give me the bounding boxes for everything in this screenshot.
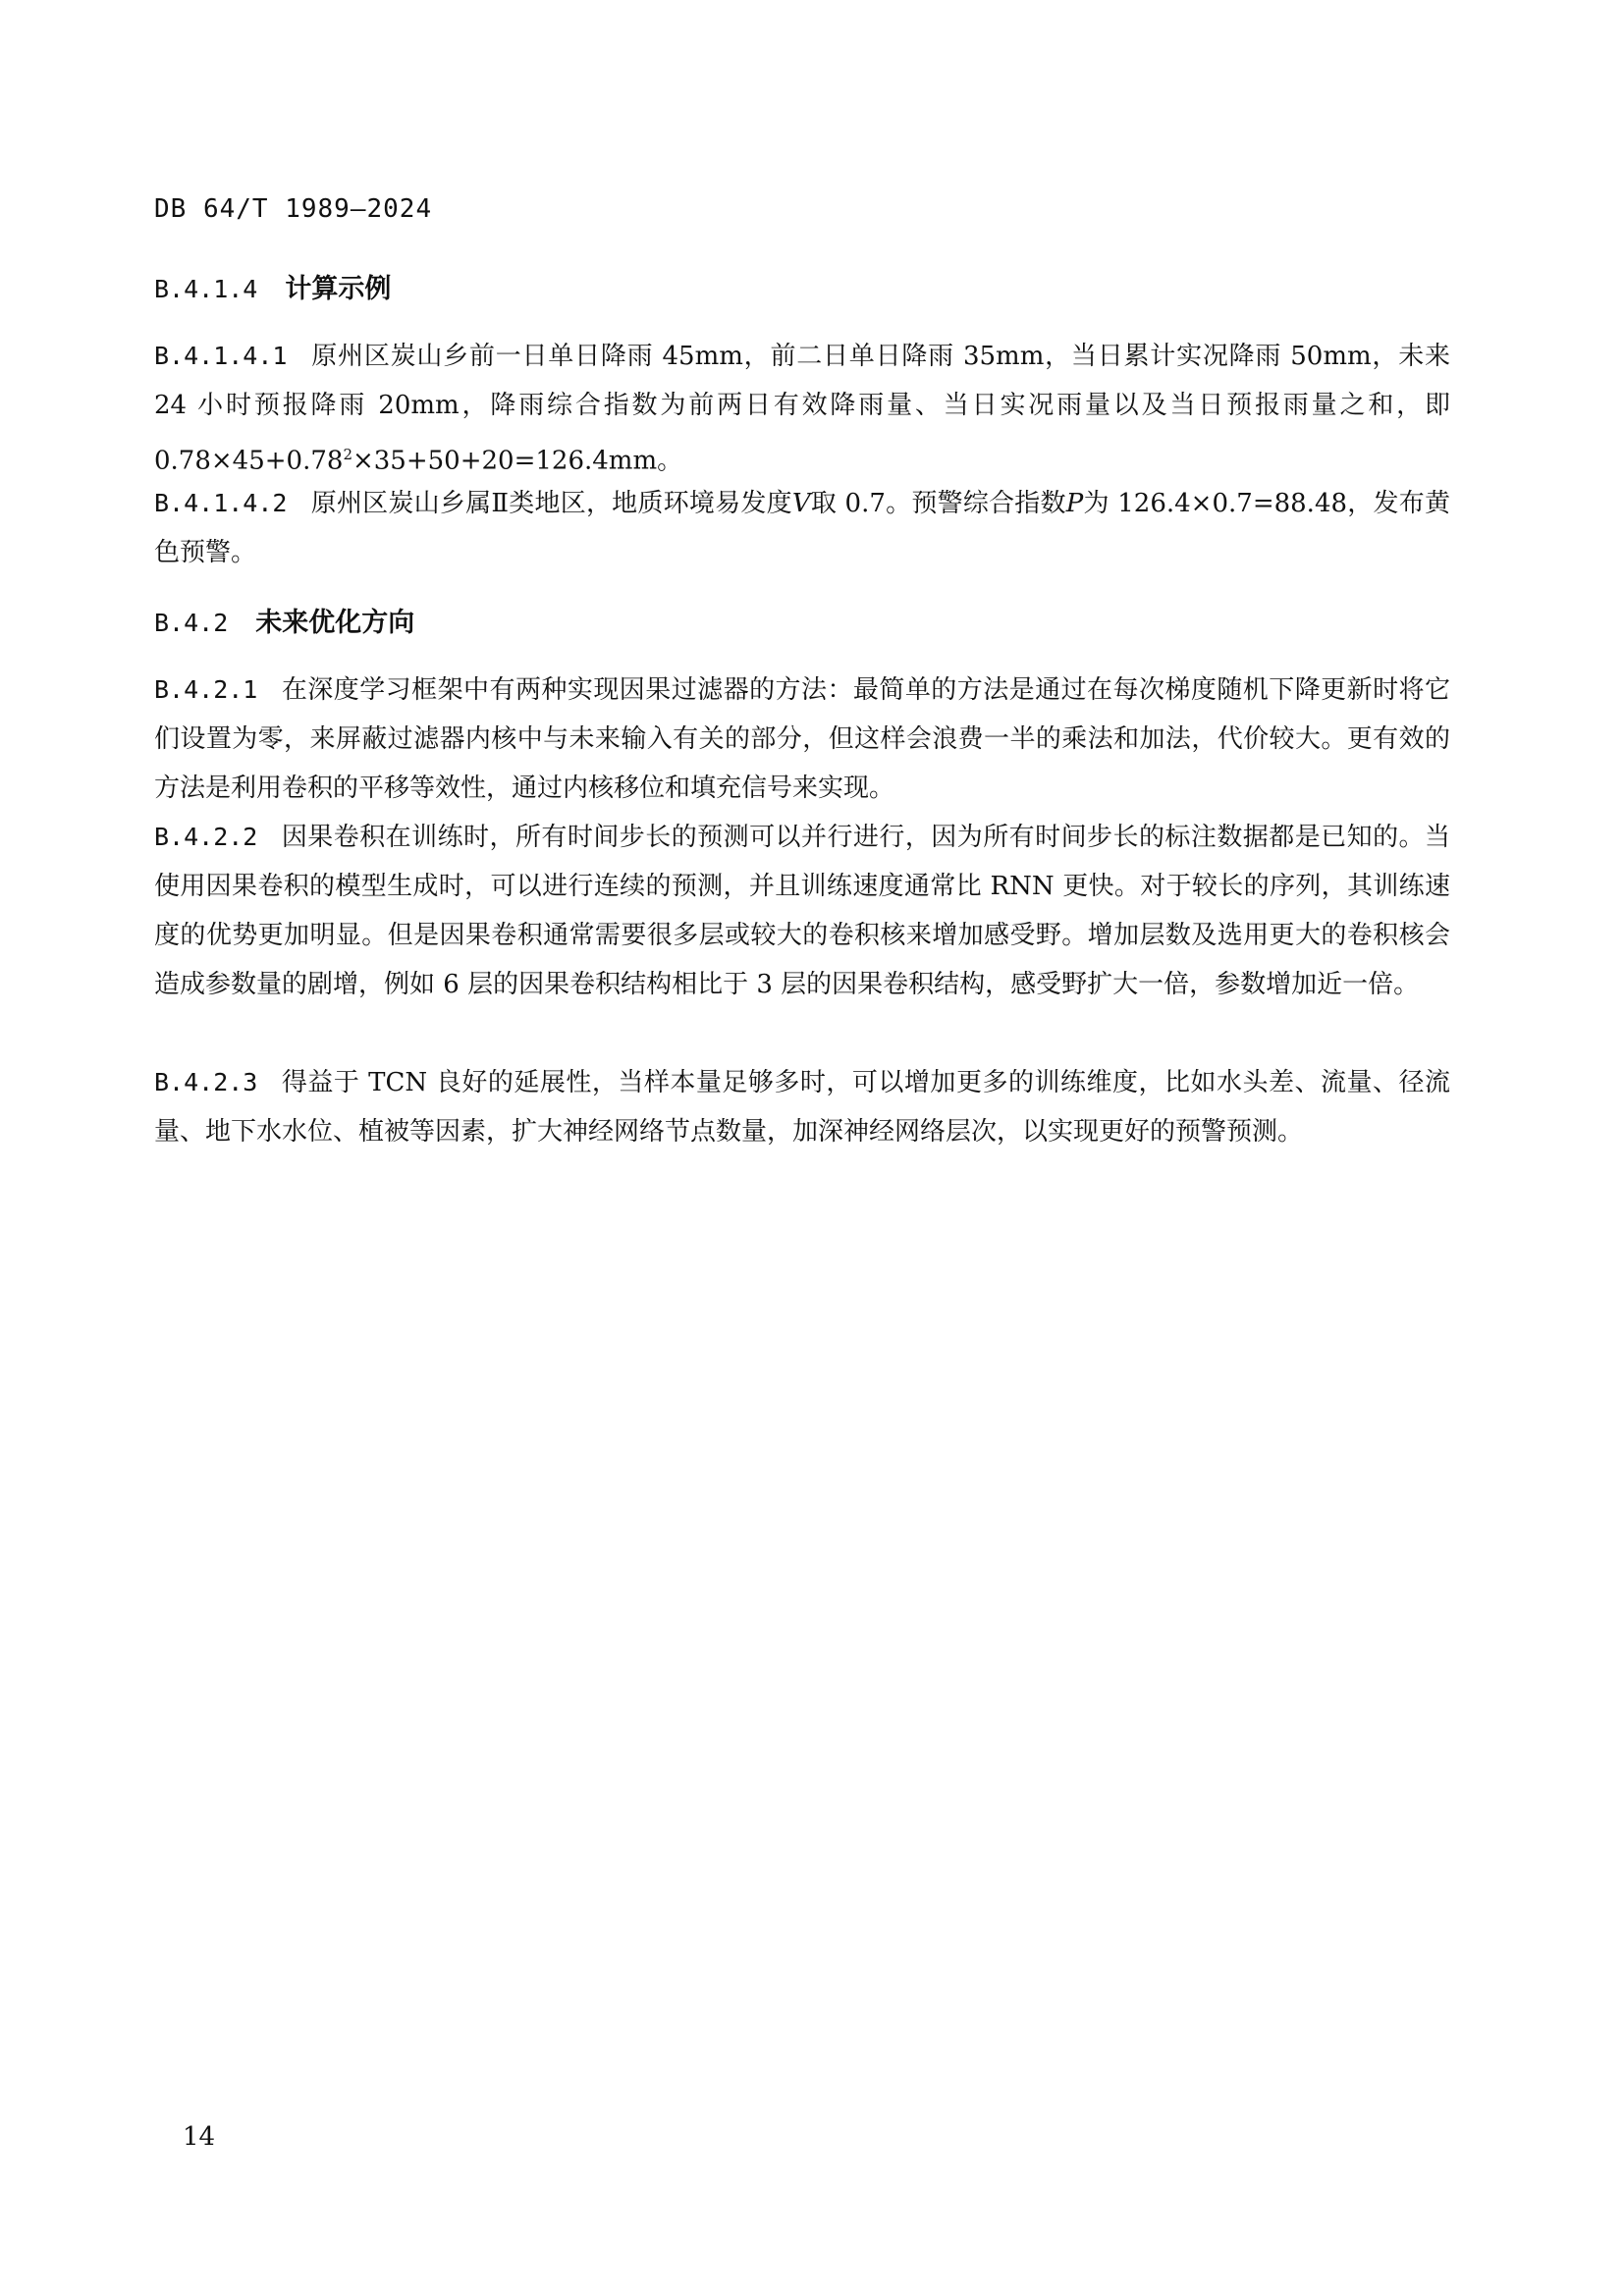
paragraph-text: 在深度学习框架中有两种实现因果过滤器的方法：最简单的方法是通过在每次梯度随机下降更新时将它们设置为零，来屏蔽过滤器内核中与未来输入有关的部分，但这样会浪费一半的乘法和加法，代价较大。更有效的方法是利用卷积的平移等效性，通过内核移位和填充信号来实现。 — [154, 675, 1450, 803]
paragraph-b4-2-1 — [154, 666, 1450, 813]
clause-number: B.4.1.4.2 — [154, 489, 288, 517]
paragraph-text-continued: 取 0.7。预警综合指数 — [810, 489, 1066, 518]
section-number: B.4.2 — [154, 609, 229, 637]
paragraph-b4-1-4-2 — [154, 479, 1450, 577]
paragraph-b4-2-3 — [154, 1058, 1450, 1156]
clause-number: B.4.2.2 — [154, 823, 258, 851]
paragraph-text: 得益于 TCN 良好的延展性，当样本量足够多时，可以增加更多的训练维度，比如水头差、流量、径流量、地下水水位、植被等因素，扩大神经网络节点数量，加深神经网络层次，以实现更好的预警预测。 — [154, 1068, 1450, 1147]
clause-number: B.4.2.3 — [154, 1068, 258, 1096]
section-heading-b4-1-4 — [154, 267, 391, 305]
section-heading-b4-2 — [154, 601, 414, 639]
paragraph-text: 因果卷积在训练时，所有时间步长的预测可以并行进行，因为所有时间步长的标注数据都是已知的。当使用因果卷积的模型生成时，可以进行连续的预测，并且训练速度通常比 RNN 更快。对于较长的序列，其训练速度的优势更加明显。但是因果卷积通常需要很多层或较大的卷积核来增加感受野。增加层数及选用更大的卷积核会造成参数量的剧增，例如 6 层的因果卷积结构相比于 3 层的因果卷积结构，感受野扩大一倍，参数增加近一倍。 — [154, 823, 1450, 999]
paragraph-text-end: 为 126.4×0.7=88.48，发布黄色预警。 — [154, 489, 1450, 567]
clause-number: B.4.1.4.1 — [154, 342, 288, 370]
paragraph-text: 原州区炭山乡前一日单日降雨 45mm，前二日单日降雨 35mm，当日累计实况降雨 50mm，未来 24 小时预报降雨 20mm，降雨综合指数为前两日有效降雨量、当日实况雨量以及当日预报雨量之和，即 0.78×45+0.78 — [154, 342, 1450, 476]
section-title: 未来优化方向 — [255, 608, 415, 638]
variable-v: V — [791, 489, 811, 518]
clause-number: B.4.2.1 — [154, 675, 258, 704]
page-number: 14 — [183, 2122, 216, 2152]
paragraph-b4-1-4-1 — [154, 332, 1450, 486]
section-number: B.4.1.4 — [154, 275, 258, 303]
document-code-header: DB 64/T 1989—2024 — [154, 194, 433, 224]
paragraph-text-continued: ×35+50+20=126.4mm。 — [352, 446, 683, 476]
paragraph-text: 原州区炭山乡属Ⅱ类地区，地质环境易发度 — [310, 489, 792, 518]
variable-p: P — [1065, 489, 1084, 518]
paragraph-b4-2-2 — [154, 813, 1450, 1009]
section-title: 计算示例 — [285, 274, 392, 304]
superscript: 2 — [343, 446, 352, 463]
